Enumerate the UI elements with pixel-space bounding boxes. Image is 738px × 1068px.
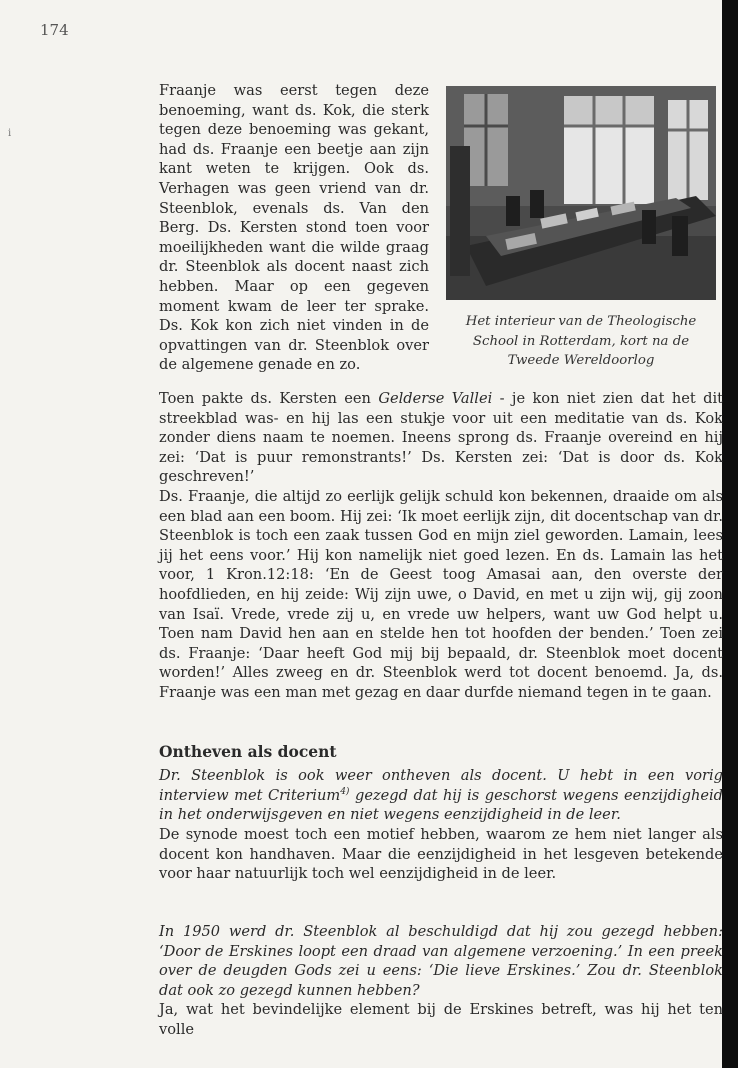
- main-paragraph-text: Toen pakte ds. Kersten een: [159, 390, 379, 407]
- wrapped-paragraph: Fraanje was eerst tegen deze benoeming, want ds. Kok, die sterk tegen deze benoeming was gekant, had ds. Fraanje een beetje aan zijn kant weten te krijgen. Ook ds. Verhagen was geen vriend van dr. Steenblok, evenals ds. Van den Berg. Ds. Kersten stond toen voor moeilijkheden want die wilde graag dr. Steenblok als docent naast zich hebben. Maar op een gegeven moment kwam de leer ter sprake. Ds. Kok kon zich niet vinden in de opvattingen van dr. Steenblok over de algemene genade en zo.: [159, 82, 429, 374]
- photo-theological-school-interior: [446, 86, 716, 300]
- interview-question-2: In 1950 werd dr. Steenblok al beschuldigd dat hij zou gezegd hebben: ‘Door de Erskines loopt een draad van algemene verzoening.’ In een preek over de deugden Gods zei u eens: ‘Die lieve Erskines.’ Zou dr. Steenblok dat ook zo gezegd kunnen hebben?: [159, 923, 723, 999]
- figure-caption: Het interieur van de Theologische School in Rotterdam, kort na de Tweede Wereldoorlog: [465, 314, 697, 368]
- main-paragraph: [159, 389, 723, 703]
- main-paragraph-text: - je kon niet zien dat het dit streekblad was- en hij las een stukje voor uit een meditatie van ds. Kok zonder diens naam te noemen. Ineens sprong ds. Fraanje overeind en hij zei: ‘Dat is puur remonstrants!’ Ds. Kersten zei: ‘Dat is door ds. Kok geschreven!’: [159, 390, 723, 486]
- question-text: gezegd dat hij is geschorst wegens eenzijdigheid in het onderwijsgeven en niet wegens eenzijdigheid in de leer.: [159, 786, 723, 824]
- interior-photo-drawing: [446, 86, 716, 300]
- interview-answer-2: Ja, wat het bevindelijke element bij de Erskines betreft, was hij het ten volle: [159, 1001, 723, 1038]
- newspaper-title: Gelderse Vallei: [378, 390, 493, 407]
- section-heading: Ontheven als docent: [159, 742, 337, 761]
- margin-mark: i: [8, 128, 12, 139]
- page-edge-shadow: [722, 0, 738, 1068]
- main-paragraph-text: Ds. Fraanje, die altijd zo eerlijk gelijk schuld kon bekennen, draaide om als een blad aan een boom. Hij zei: ‘Ik moet eerlijk zijn, dit docentschap van dr. Steenblok is toch een zaak tussen God en mijn ziel geworden. Lamain, lees jij het eens voor.’ Hij kon namelijk niet goed lezen. En ds. Lamain las het voor, 1 Kron.12:18: ‘En de Geest toog Amasai aan, den overste der hoofdlieden, en hij zeide: Wij zijn uwe, o David, en met u zijn wij, gij zoon van Isaï. Vrede, vrede zij u, en vrede uw helpers, want uw God helpt u. Toen nam David hen aan en stelde hen tot hoofden der benden.’ Toen zei ds. Fraanje: ‘Daar heeft God mij bij bepaald, dr. Steenblok moet docent worden!’ Alles zweeg en dr. Steenblok werd tot docent benoemd. Ja, ds. Fraanje was een man met gezag en daar durfde niemand tegen in te gaan.: [159, 487, 723, 701]
- question-text: Dr. Steenblok is ook weer ontheven als docent. U hebt in een vorig interview met Criterium: [159, 767, 723, 804]
- page-number: 174: [40, 21, 69, 39]
- interview-answer-1: De synode moest toch een motief hebben, waarom ze hem niet langer als docent kon handhaven. Maar die eenzijdigheid in het lesgeven betekende voor haar natuurlijk toch wel eenzijdigheid in de leer.: [159, 826, 723, 883]
- footnote-reference: 4): [340, 786, 350, 797]
- interview-question-1: [159, 766, 723, 825]
